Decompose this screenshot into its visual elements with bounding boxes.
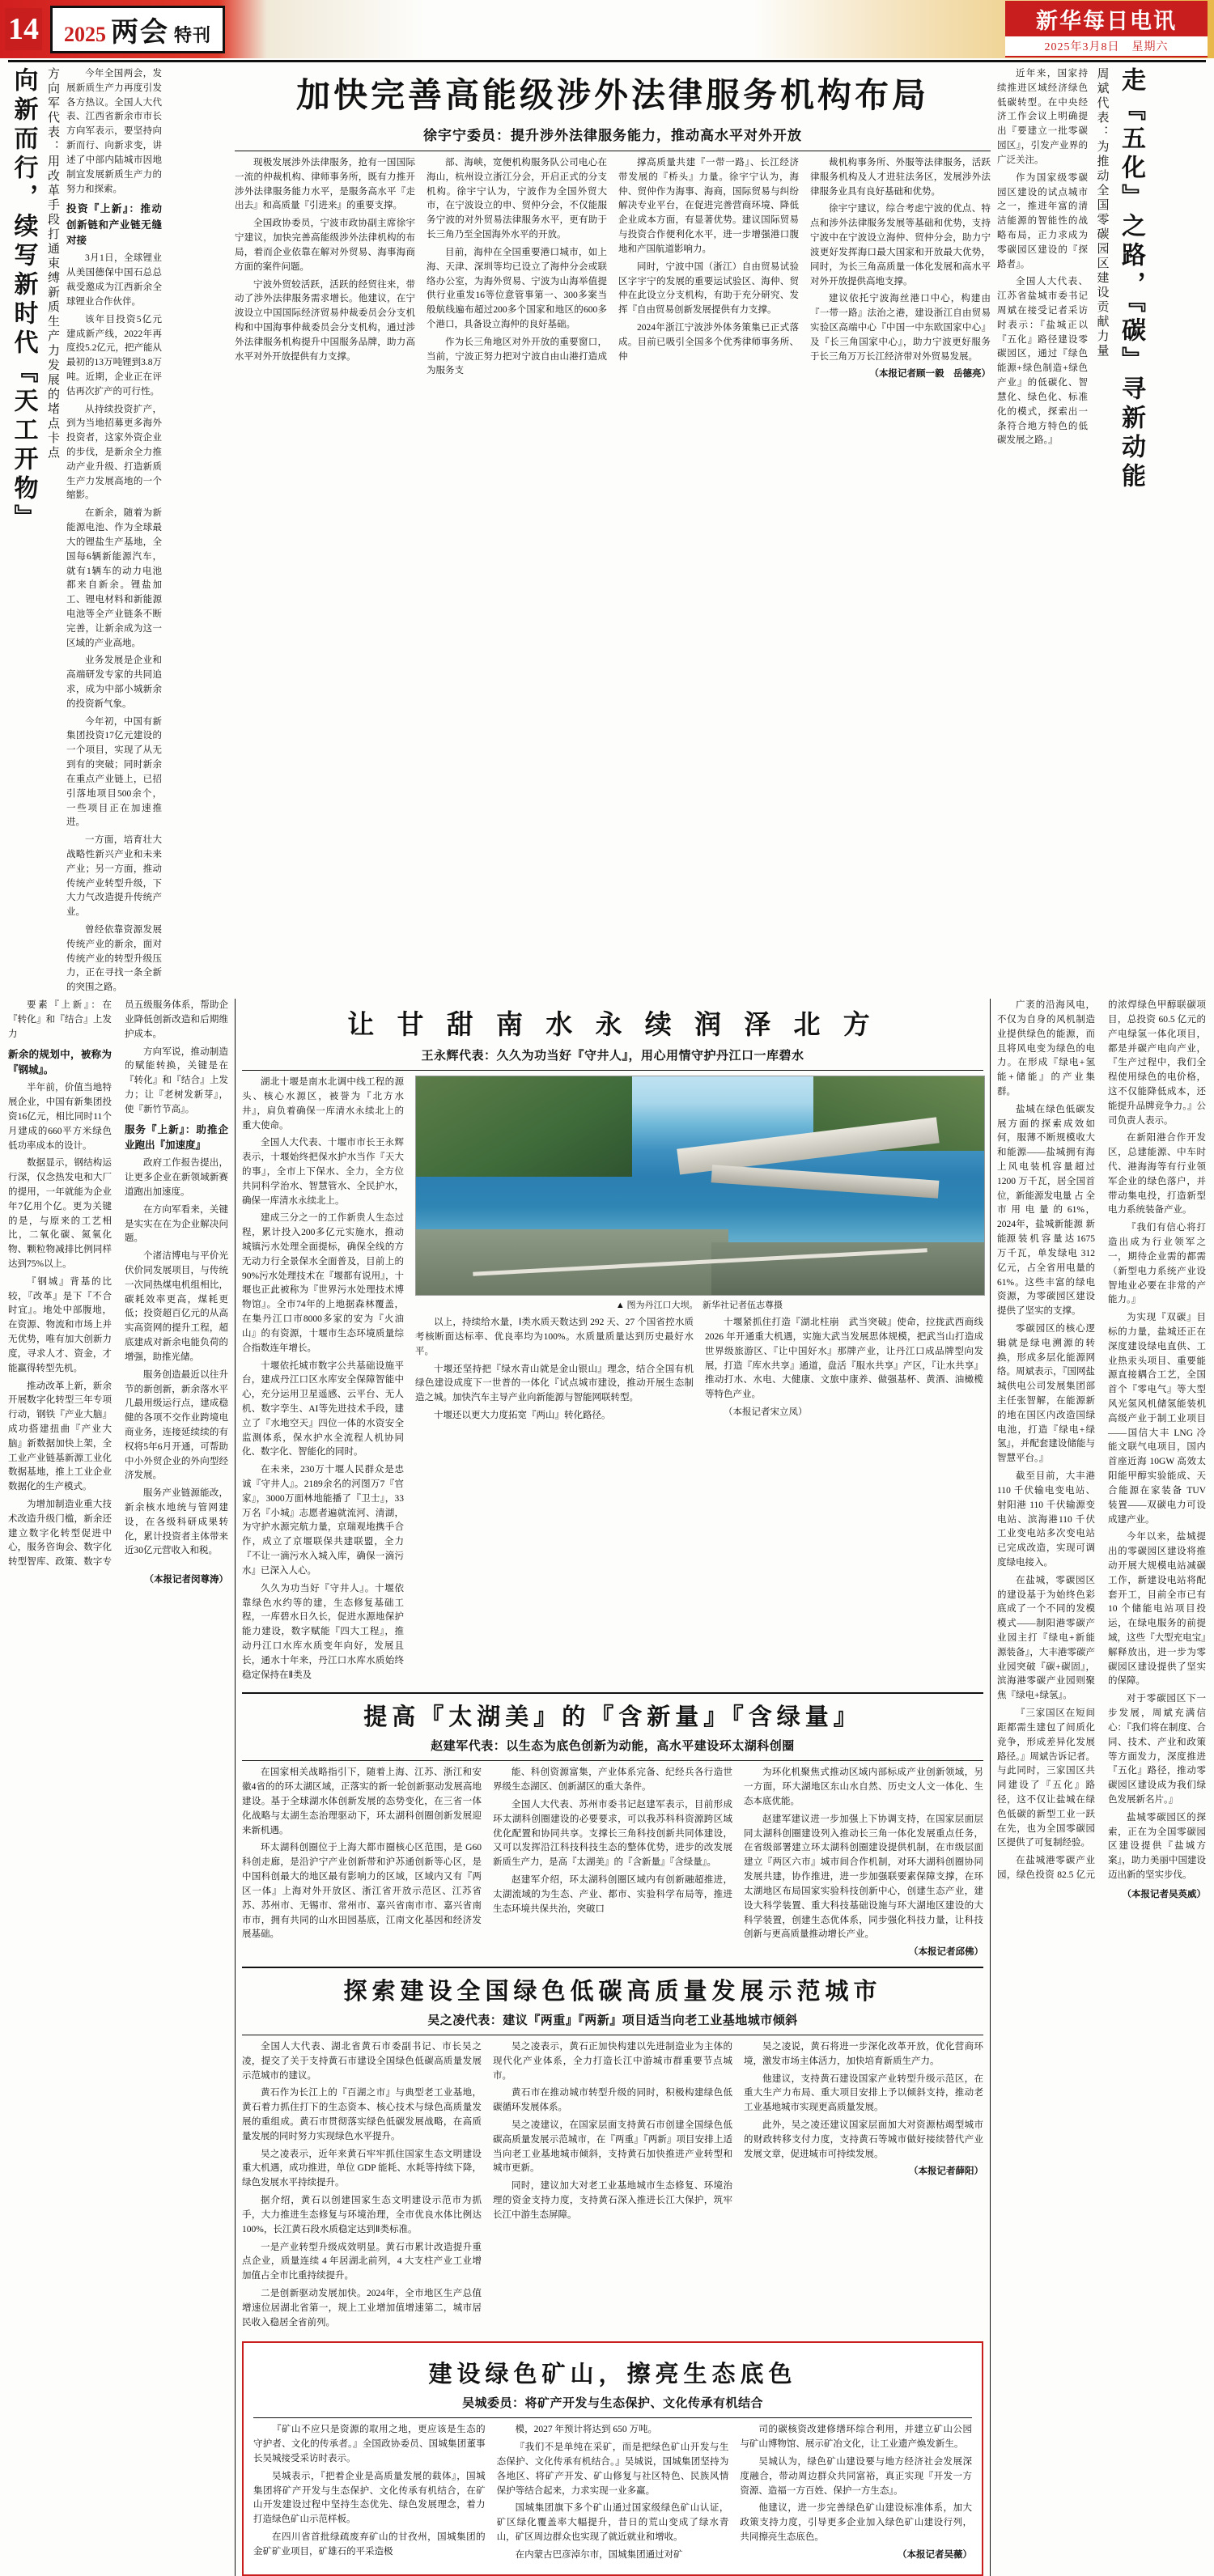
water-article-col-2: 以上，持续给水量，Ⅰ类水质天数达到 292 天、27 个国省控水质考核断面达标率、优良率均为100%。水质量质量达到历史最好水平。 十堰还坚持把『绿水青山就是金山银山』理念，结合全国有机绿色建设成度下一世普的一体化『试点城市建设，推动开展生态制造之城。加快汽车主导产业向新能源与智能网联转型。 十堰还以更大力度拓宽『两山』转化路径。 xyxy=(415,1318,694,1420)
right-vertical-headline-row xyxy=(997,67,1206,569)
taihu-article-col-3: 为环化机聚焦式推动区域内部标成产业创新领域，另一方面，环大湖地区东山水自然、历史文人文一体化、生态本底优能。 赵建军建议进一步加强上下协调支持，在国家层面层同太湖科创圈建设列入推动长三角一体化发展重点任务，在省级部署建立环太湖科创圈建设提供机制，在市级层面建立『两区六市』城市间合作机制，对环大湖科创圈协同发展共建，协作推进，进一步加强联要素保障支撑，在环太湖地区布局国家实验科技创新中心，创建生态产业，建设大科学装置、重大科技基础设施与环大湖地区建设的大科学装置，创建生态优体系，同步强化科技力量，让科技创新与更高质量推动增长产业。 （本报记者邱佛） xyxy=(744,1766,983,1960)
top-article-col-2: 部、海峡，宽便机构服务队公司电心在海山，杭州设立浙江分会，开启正式的分支机构。徐宇宁认为，宁波作为全国外贸大市，在宁波设立的申、贸仲分会，不仅能服务宁波的对外贸易法律服务水平，更有助于长三角乃至全国海外水平的开放。 目前，海仲在全国重要港口城市，如上海、天津、深圳等均已设立了海仲分会或联络办公室，为海外贸易、宁波为山海举值提供行业重发16等位意管事第一、300多案当般航线遍布超过200多个国家和地区的600多个港口，具备设立海仲的良好基础。 作为长三角地区对外开放的重要窗口，当前，宁波正努力把对宁波自由山港打造成为服务支 xyxy=(427,158,607,376)
special-issue-subtitle: 特刊 xyxy=(174,24,212,45)
mine-article-divider xyxy=(253,2417,972,2418)
water-article-col-3: 十堰紧抓住打造『湖北柱崩 武当突破』使命，拉拢武西商线 2026 年开通重大机遇，实施大武当发展思体规模，把武当山打造成世界级旅游区、『让中国好水』那牌产业，让丹江口成品牌型向发展，打造『库水共享』通道，盘活『服水共享』产区，『让水共享』推动打水、水电、大健康、文旅中康养、做强基杯、黄酒、油橄榄等特色产业。 （本报记者宋立凤） xyxy=(705,1318,983,1417)
center-column xyxy=(235,999,991,2576)
right-column-group xyxy=(997,67,1206,999)
middle-block xyxy=(8,999,1206,2576)
green-city-credit: （本报记者薛阳） xyxy=(909,2166,983,2177)
taihu-article-divider xyxy=(242,1760,983,1761)
green-city-col-2: 吴之凌表示，黄石正加快构建以先进制造业为主体的现代化产业体系，全力打造长江中游城市群重要节点城市。 黄石市在推动城市转型升级的同时，积极构建绿色低碳循环发展体系。 吴之凌建议，在国家层面支持黄石市创建全国绿色低碳高质量发展示范城市，在『两重』『两新』项目安排上适当向老工业基地城市倾斜，支持黄石加快推进产业转型和城市更新。 同时，建议加大对老工业基地城市生态修复、环境治理的资金支持力度，支持黄石深入推进长江大保护，筑牢长江中游生态屏障。 xyxy=(493,2041,732,2220)
masthead xyxy=(0,0,1214,58)
taihu-article-subtitle: 赵建军代表：以生态为底色创新为动能，高水平建设环太湖科创圈 xyxy=(431,1740,795,1754)
special-issue-year: 2025 xyxy=(64,22,106,46)
right-article-body-bottom: 广袤的沿海风电，不仅为自身的风机制造业提供绿色的能源，而且将风电变为绿色的电力。在形成『绿电+氢能+储能』的产业集群。 盐城在绿色低碳发展方面的探索成效如何，服薄不断规模收大和能源——盐城拥有海上风电装机容量超过 1200 万千瓦，居全国首位，新能源发电量 占 全 市 用 电 量 的 61%，2024年，盐城新能源 新能源 装 机 容 量 达 1675 万千瓦，单发绿电 312 亿元，占全省用电量的 61%。这些丰富的绿电资源，为零碳园区建设提供了坚实的支撑。 零碳园区的核心逻辑就是绿电溯源的转换，形成多层化能源网络。周斌表示，『国网盐城供电公司发展集团部主任张智解，在能源新的地在国区内改造国绿电池，打造『绿电+绿氢』，并配套建设储能与智慧平台。』 截至目前，大丰港 110 千伏输电变电站、射阳港 110 千伏输源变电站、滨海港110 千伏工业变电站多次变电站已完成改造，实现可调度绿电接入。 在盐城，零碳园区的建设基于为始终色彩底成了一个不同的发模模式——制阳港零碳产业园主打『绿电+新能源装备』，大丰港零碳产业园突破『碳+碳固』，滨海港零碳产业园则聚焦『绿电+绿氢』。 『三家国区在短间距都需生建包了间质化竞争，形成差异化发展路径。』周斌告诉记者。与此同时，三家国区共同建设了『五化』路径，这不仅让盐城在绿色低碳的新型工业一跃在先，也为全国零碳园区提供了可复制经验。 在盐城港零碳产业园，绿色投资 82.5 亿元的浓焊绿色甲醇联碳项目，总投资 60.5 亿元的产电绿氢一体化项目，都是并碳产电向产业，『生产过程中，我们全程使用绿色的电价格，这不仅能降低成本，还能提升品牌竞争力。』公司负责人表示。 在新阳港合作开发区，总建能源、中车时代、港海海等有行业领军企业的绿色落户，并带动集电投，打造新型电力系统装备产业。 『我们有信心将打造出成为行业领军之一，期待企业需的都需（新型电力系统产业设智地业必要在非常的产能力。』 为实现『双碳』目标的力量，盐城还正在深度建设绿电直供、工业热汞头项目、重要能源直接耦合工艺，全国首个『零电气』等大型风光氢风机储氢能装机高级产业于制工业项目——国信大丰 LNG 冷能文联气电项目，国内首座近海 10GW 高效太阳能甲醇实验能成、天合能源在家装备 TUV 装置——双碳电力可设成建产业。 今年以来，盐城提出的零碳园区建设将推动开展大规模电站减碳工作，新建设电站将配套开工，目前全市已有 10 个储能电站项目投运，在绿电服务的前提域，这些『大型充电宝』解释放出，进一步为零碳园区建设提供了坚实的保障。 对于零碳园区下一步发展，周斌充满信心：『我们将在制度、合同、技术、产业和政策等方面发力，深度推进『五化』路径，推动零碳园区建设成为我们绿色发展新名片。』 盐城零碳园区的探索，正在为全国零碳园区建设提供『盐城方案』，助力美丽中国建设迈出新的坚实步伐。 （本报记者吴英威） xyxy=(991,999,1206,2576)
issue-date: 2025年3月8日 星期六 xyxy=(1005,36,1208,56)
water-article-divider xyxy=(242,1070,983,1071)
right-article-credit: （本报记者吴英威） xyxy=(1122,1889,1206,1899)
green-city-col-3: 吴之凌说，黄石将进一步深化改革开放，优化营商环境，激发市场主体活力，加快培育新质生产力。 他建议，支持黄石建设国家产业转型升级示范区，在重大生产力布局、重大项目安排上予以倾斜支持，推动老工业基地城市实现更高质量发展。 此外，吴之凌还建议国家层面加大对资源枯竭型城市的财政转移支付力度，支持黄石等城市做好接续替代产业发展文章，促进城市可持续发展。 （本报记者薛阳） xyxy=(744,2040,983,2333)
center-divider-1 xyxy=(242,1692,983,1694)
mine-article-col-3: 司的碳核资改建修缮环综合利用，并建立矿山公园与矿山博物馆、展示矿冶文化，让工业遗产焕发新生。 吴城认为，绿色矿山建设要与地方经济社会发展深度融合，带动周边群众共同富裕，真正实现『开发一方资源、造福一方百姓、保护一方生态』。 他建议，进一步完善绿色矿山建设标准体系，加大政策支持力度，引导更多企业加入绿色矿山建设行列，共同擦亮生态底色。 （本报记者吴薇） xyxy=(740,2423,972,2565)
green-city-article-columns xyxy=(242,2040,983,2333)
taihu-article-columns xyxy=(242,1766,983,1960)
top-article-subtitle: 徐宇宁委员：提升涉外法律服务能力，推动高水平对外开放 xyxy=(423,128,802,143)
page-number: 14 xyxy=(5,8,42,50)
taihu-article xyxy=(242,1699,983,1960)
water-article-subtitle: 王永辉代表：久久为功当好『守井人』，用心用情守护丹江口一库碧水 xyxy=(421,1050,804,1063)
page-content xyxy=(0,62,1214,2576)
mine-article-title: 建设绿色矿山，擦亮生态底色 xyxy=(428,2362,797,2388)
taihu-article-credit: （本报记者邱佛） xyxy=(909,1947,983,1958)
photo-town-right xyxy=(711,1242,984,1295)
taihu-article-title: 提高『太湖美』的『含新量』『含绿量』 xyxy=(363,1704,862,1731)
green-city-col-1: 全国人大代表、湖北省黄石市委副书记、市长吴之凌，提交了关于支持黄石市建设全国绿色低碳高质量发展示范城市的建议。 黄石作为长江上的『百湖之市』与典型老工业基地，黄石着力抓住打下的生态资本、核心技术与绿色高质量发展的重组成。黄石市贯彻落实绿色低碳发展战略，在高质量发展的同时努力实现绿色水平提升。 吴之凌表示，近年来黄石牢牢抓住国家生态文明建设重大机遇，成功推进，单位 GDP 能耗、水耗等持续下降，绿色发展水平持续提升。 据介绍，黄石以创建国家生态文明建设示范市为抓手，大力推进生态修复与环境治理，全市优良水体比例达 100%，长江黄石段水质稳定达到Ⅱ类标准。 一是产业转型升级成效明显。黄石市累计改造提升重点企业，质量连续 4 年居湖北前列，4 大支柱产业工业增加值占全市比重持续提升。 二是创新驱动发展加快。2024年，全市地区生产总值增速位居湖北省第一，规上工业增加值增速第二，城市居民收入稳居全省前列。 xyxy=(242,2041,482,2328)
right-article-body-top: 近年来，国家持续推进区域经济绿色低碳转型。在中央经济工作会议上明确提出『要建立一批零碳园区』，引发产业界的广泛关注。 作为国家级零碳园区建设的试点城市之一，推进年富的清洁能源的智能性的战略布局，正力求成为零碳园区建设的『探路者』。 全国人大代表、江苏省盐城市委书记周斌在接受记者采访时表示：『盐城正以『五化』路径建设零碳园区，通过『绿色能源+绿色制造+绿色产业』的低碳化、智慧化、绿色化、标准化的模式，探索出一条符合地方特色的低碳发展之路。』 xyxy=(997,69,1088,446)
water-article-photo-block xyxy=(415,1076,983,1686)
mine-article-columns xyxy=(253,2423,972,2565)
mine-article xyxy=(242,2341,983,2575)
water-article-title: 让 甘 甜 南 水 永 续 润 泽 北 方 xyxy=(347,1011,878,1041)
special-issue-badge xyxy=(50,6,225,53)
center-divider-2 xyxy=(242,1967,983,1968)
mine-article-subtitle: 吴城委员：将矿产开发与生态保护、文化传承有机结合 xyxy=(461,2397,763,2411)
photo-caption: ▲ 图为丹江口大坝。 新华社记者伍志尊摄 xyxy=(615,1301,783,1311)
right-article-subhead: 周斌代表：为推动全国零碳园区建设贡献力量 xyxy=(1095,67,1109,359)
left-article-headline: 向新而行，续写新时代『天工开物』 xyxy=(10,67,37,533)
mine-article-credit: （本报记者吴薇） xyxy=(898,2549,973,2560)
top-article-credit: （本报记者顾一毅 岳德亮） xyxy=(869,369,991,380)
left-article-body-bottom: 要素『上新』：在『转化』和『结合』上发力 新余的规划中，被称为『钢城』。 半年前，价值当地特展企业，中国有新集团投资16亿元，相比同时11个月建成的660平方米绿色低功率成本的设计。 数据显示，钢结构运行深，仅念热发电和大厂的提用，一年就能为企业年7亿用个亿。更为关键的是，与原来的工艺相比，二氧化碳、氮氧化物、颗粒物减排比例同样达到75%以上。 『钢城』背基的比较，『改革』是下『不合时宜』。地处中部腹地，在资源、物流和市场上并无优势，唯有加大创新力度，寻求人才、资金，才能赢得转型先机。 推动改革上新，新余开展数字化转型三年专项行动，钢铁『产业大脑』成功搭建扭曲『产业大脑』新数据加快上架，全工业产业链基新源工业化数据基地，推上工业企业数据化的生产模式。 为增加制造业重大技术改造升级门槛，新余还建立数字化转型促进中心，服务咨询会、数字化转型智库、政策、数字专员五级服务体系，帮助企业降低创新改造和后期维护成本。 方向军说，推动制造的赋能转换，关键是在『转化』和『结合』上发力；让『老树发新芽』，使『新竹节高』。 服务『上新』：助推企业跑出『加速度』 政府工作报告提出，让更多企业在新领域新赛道跑出加速度。 在方向军看来，关键是实实在在为企业解决问题。 个渚洁博电与平价光伏价同发展项目，与传统一次同热煤电机组相比，碳耗效率更高，煤耗更低；投资超百亿元的从高实高资网的提升工程，超底建成对新余电能负荷的增强，助推光储。 服务创造最近以往升节的新创新，新余落水平几最用级运行点，建成稳健的各项不交作业跨境电商业务，连接延续续的有权将5年6月开通，可帮助中小外贸企业的外向型经济发展。 服务产业链源能改，新余核水地统与管网建设，在各级科研成果转化，累计投资者主体带来近30亿元营收入和税。 （本报记者闵尊涛） xyxy=(8,999,235,2576)
top-article xyxy=(228,67,997,999)
left-article-subhead: 方向军代表：用改革手段打通束缚新质生产力发展的堵点卡点 xyxy=(46,67,59,460)
water-article-columns xyxy=(242,1076,983,1686)
danjiangkou-dam-photo xyxy=(415,1076,985,1296)
mine-article-col-2: 模，2027 年预计将达到 650 万吨。 『我们不是单纯在采矿，而是把绿色矿山开发与生态保护、文化传承有机结合。』吴城说，国城集团坚持为各地区、将矿产开发、矿山修复与社区特色、民族风情保护等结合起来，力求实现一业多赢。 国城集团旗下多个矿山通过国家级绿色矿山认证，矿区绿化覆盖率大幅提升，昔日的荒山变成了绿水青山，矿区周边群众也实现了就近就业和增收。 在内蒙古巴彦淖尔市，国城集团通过对矿 xyxy=(496,2425,729,2560)
left-column-group xyxy=(8,67,228,999)
special-issue-title: 两会 xyxy=(111,17,169,48)
mine-article-col-1: 『矿山不应只是资源的取用之地，更应该是生态的守护者、文化的传承者。』全国政协委员、国城集团董事长吴城接受采访时表示。 吴城表示，『把着企业是高质量发展的载体』，国城集团将矿产开发与生态保护、文化传承有机结合，在矿山开发建设过程中坚持生态优先、绿色发展理念，着力打造绿色矿山示范样板。 在四川省首批绿疏废弃矿山的甘孜州，国城集团的金矿矿业项目，矿雄石的平采造极 xyxy=(253,2425,486,2557)
taihu-article-col-1: 在国家相关战略指引下，随着上海、江苏、浙江和安徽4省的的环太湖区域，正落实的新一轮创新驱动发展高地建设。基于全球湖水体创新发展的态势变化，在三省一体化战略与太湖生态治理驱动下，环太湖科创圈创新发展迎来新机遇。 环太湖科创圈位于上海大都市圈核心区范围，是 G60 科创走廊，是沿沪宁产业创新带和沪苏通创新等心区，是中国科创最大的地区最有影响力的区域，区域内又有『两区一体』上海对外开放区、浙江省开放示范区、江苏省苏、苏州市、无锡市、常州市、嘉兴省南市市、嘉兴省南市市，拥有共同的山水田园基底，江南文化基因和经济发展基础。 xyxy=(242,1768,482,1940)
green-city-article-title: 探索建设全国绿色低碳高质量发展示范城市 xyxy=(343,1978,882,2005)
newspaper-brand xyxy=(1005,1,1208,57)
top-article-title: 加快完善高能级涉外法律服务机构布局 xyxy=(295,78,929,115)
water-article-col-1: 湖北十堰是南水北调中线工程的源头、核心水源区，被誉为『北方水井』，肩负着确保一库清水永续北上的重大使命。 全国人大代表、十堰市市长王永辉表示，十堰始终把保水护水当作『天大的事』，全市上下保水、全力，全方位共同科学治水、智慧管水、全民护水，确保一库清水永续北上。 建成三分之一的工作新贵人生态过程，累计投入200多亿元实施水，推动城镇污水处理全面提标，确保全线的方无动力行全景保水全面普及，目前上的90%污水处理技术在『堰都有说用』，十堰也正此被称为『世界污水处理技术博物馆』。全市74年的上地据森林覆盖，在集丹江口市8000多家的安为『火油山』的有资源，十堰市生态环境质量综合指数连年增长。 十堰依托城市数字公共基础设施平台，建成丹江口区水库安全保障智能中心，充分运用卫星遥感、云平台、无人机、数字孪生、AI等先进技术手段，建立了『水地空天』四位一体的水资安全监测体系，保水护水全流程人机协同化、数字化、智能化的同时。 在未来，230万十堰人民群众是忠诚『守井人』。2189余名的河图万7『官家』，3000万面林地能播了『卫士』，33万名『小城』志愿者遍就流河、清湖，为守护水源完航力量，京瑞观地携手合作，成立了京堰联保共建联盟，全力『不让一滴污水入城入库，确保一滴污水』已深入人心。 久久为功当好『守井人』。十堰依靠绿色水约等的建，生态修复基础工程，一库碧水日久长，促进水源地保护能力建设，数字赋能『四大工程』，推动丹江口水库水质变年向好，发展且长，通水十年来，丹江口水库水质始终稳定保持在Ⅱ类及 xyxy=(242,1077,404,1680)
photo-hill-left xyxy=(416,1076,632,1177)
top-block xyxy=(8,67,1206,999)
taihu-article-col-2: 能、科创资源富集，产业体系完备、纪经兵各行造世界级生态湖区、创新湖区的重大条件。 全国人大代表、苏州市委书记赵建军表示，目前形成环太湖科创圈建设的必要要求，可以我苏科科资源跨区域优化配置和协同共享。支撑长三角科技创新共同体建设，又可以发挥沿江科技科技生态的整体优势，进步的改发展新质生产力，是高『太湖美』的『含新量』『含绿量』。 赵建军介绍，环太湖科创圈区域内有创新融超推进，太湖流域的为生态、产业、都市、实验科学布局等，推进生态环境共保共治，突破口 xyxy=(493,1768,732,1914)
top-article-col-1: 现极发展涉外法律服务，抢有一国国际一流的仲裁机构、律师事务所，既有力推开涉外法律服务能力水平，是服务高水平『走出去』和高质量『引进来』的重要支撑。 全国政协委员，宁波市政协副主席徐宇宁建议，加快完善高能级涉外法律机构的布局，着而企业依靠在解对外贸易、海事海商方面的案件问题。 宁波外贸较活跃，活跃的经贸往来，带动了涉外法律服务需求增长。他建议，在宁波设立中国国际经济贸易仲裁委员会分支机构和中国海事仲裁委员会分支机构，通过涉外法律服务机构提升中国服务品牌，助力高水平对外开放提供有力支撑。 xyxy=(235,158,415,362)
top-article-col-4: 裁机构事务所、外服等法律服务，活跃律服务机构及人才进驻法务区，发展涉外法律服务业具有良好基础和优势。 徐宇宁建议，综合考虑宁波的优点、特点和涉外法律服务发展等基础和优势，支持宁波中在宁波设立海仲、贸仲分会，助力宁波更好发挥海口最大国家和开放最大优势，同时，为长三角高质量一体化发展和高水平对外开放提供高地支撑。 建议依托宁波海丝港口中心，构建由『一带一路』法治之港，建设浙江自由贸易实验区高端中心『中国一中东欧国家中心』及『长三角国家中心』，助力宁波更好服务于长三角万万长江经济带对外贸易发展。 （本报记者顾一毅 岳德亮） xyxy=(810,156,991,382)
top-article-columns xyxy=(235,156,991,382)
top-article-col-3: 撑高质量共建『一带一路』、长江经济带发展的『桥头』力量。徐宇宁认为，海仲、贸仲作为海事、海商，国际贸易与纠纷解决专业平台，在促进完善营商环境、降低企业成本方面，有显著优势。建议国际贸易与投资合作便利化水平，进一步增强港口腹地和产国航道影响力。 同时，宁波中国（浙江）自由贸易试验区字宇宁的发展的重要运试验区、海仲、贸仲在此设立分支机构，有助于充分研究、发挥『自由贸易创新发展提供有力支撑。 2024年浙江宁波涉外体务策集已正式落成。目前已吸引全国多个优秀律师事务所、仲 xyxy=(618,158,799,362)
left-vertical-headline-row xyxy=(8,67,228,999)
brand-name: 新华每日电讯 xyxy=(1036,9,1177,33)
water-article-lower-columns xyxy=(415,1316,983,1427)
photo-dam-spillway xyxy=(711,1165,940,1198)
green-city-article-subtitle: 吴之凌代表：建议『两重』『两新』项目适当向老工业基地城市倾斜 xyxy=(427,2014,798,2027)
left-article-body-top: 今年全国两会，发展新质生产力再度引发各方热议。全国人大代表、江西省新余市市长方向军表示，要坚持向新而行、向新求变，讲述了中部内陆城市因地制宜发展新质生产力的努力和探索。 投资『上新』：推动创新链和产业链无缝对接 3月1日，全球锂业从美国德保中国石总总裁受邀成为江西新余全球锂业合作伙伴。 该年目投资5亿元建成新产线，2022年再度投5.2亿元，把产能从最初的13万吨锂到3.8万吨。近期，企业正在评估再次扩产的可行性。 从持续投资扩产，到为当地招募更多海外投资者，这家外资企业的步伐，是新余全力推动产业升级、打造新质生产力发展高地的一个缩影。 在新余，随着为新能源电池、作为全球最大的锂盐生产基地，全国每6辆新能源汽车，就有1辆车的动力电池都来自新余。锂盐加工、锂电材料和新能源电池等全产业链条不断完善，让新余成为这一区域的产业高地。 业务发展是企业和高端研发专家的共同追求，成为中部小城新余的投资新气象。 今年初，中国有新集团投资17亿元建设的一个项目，实现了从无到有的突破；同时新余在重点产业链上，已招引落地项目500余个，一些项目正在加速推进。 一方面，培育壮大战略性新兴产业和未来产业；另一方面，推动传统产业转型升级，下大力气改造提升传统产业。 曾经依靠资源发展传统产业的新余，面对传统产业的转型升级压力，正在寻找一条全新的突围之路。 xyxy=(66,69,162,993)
green-city-article xyxy=(242,1973,983,2333)
water-article xyxy=(242,1004,983,1686)
left-article-credit: （本报记者闵尊涛） xyxy=(144,1575,228,1585)
right-article-headline: 走『五化』之路，『碳』寻新动能 xyxy=(1118,67,1144,492)
